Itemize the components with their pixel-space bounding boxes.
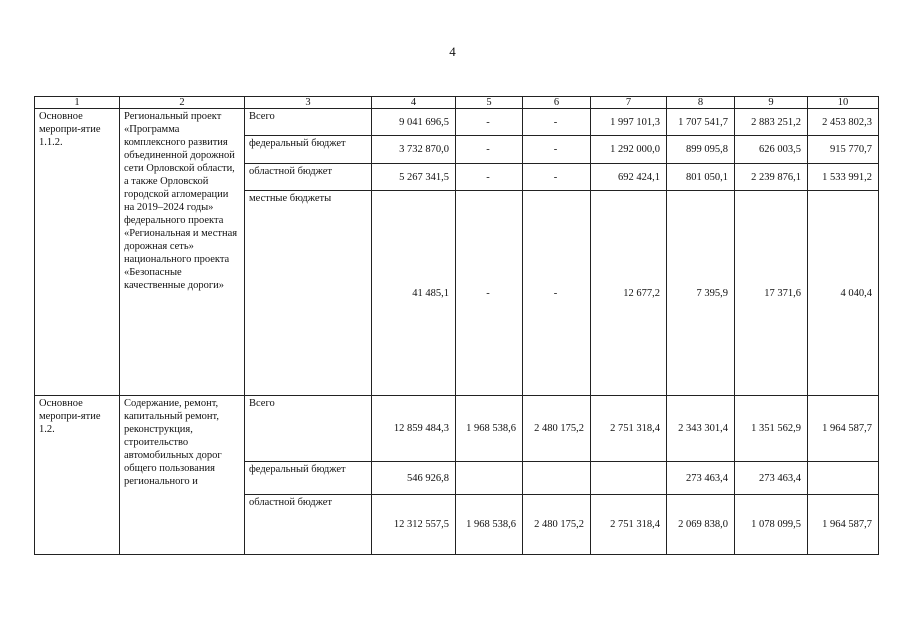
- column-header: 9: [735, 97, 808, 109]
- value-cell: 3 732 870,0: [372, 136, 456, 164]
- value-cell: 1 964 587,7: [808, 495, 879, 555]
- measure-name-cell: Содержание, ремонт, капитальный ремонт, реконструкция, строительство автомобильных дорог общего пользования регионального и: [120, 396, 245, 555]
- column-header: 3: [245, 97, 372, 109]
- source-cell: областной бюджет: [245, 164, 372, 191]
- value-cell: -: [456, 164, 523, 191]
- value-cell: 1 292 000,0: [591, 136, 667, 164]
- measure-cell: Основное меропри-ятие 1.1.2.: [35, 109, 120, 396]
- value-cell: 2 453 802,3: [808, 109, 879, 136]
- value-cell: 801 050,1: [667, 164, 735, 191]
- column-header: 8: [667, 97, 735, 109]
- table-row: [35, 109, 879, 136]
- page-number: 4: [449, 44, 456, 59]
- column-header: 6: [523, 97, 591, 109]
- source-cell: федеральный бюджет: [245, 462, 372, 495]
- value-cell: 12 312 557,5: [372, 495, 456, 555]
- value-cell: 1 964 587,7: [808, 396, 879, 462]
- source-cell: областной бюджет: [245, 495, 372, 555]
- value-cell: [808, 462, 879, 495]
- value-cell: 2 751 318,4: [591, 396, 667, 462]
- value-cell: [456, 462, 523, 495]
- value-cell: 1 968 538,6: [456, 495, 523, 555]
- value-cell: 915 770,7: [808, 136, 879, 164]
- table-row: [35, 396, 879, 462]
- value-cell: -: [523, 136, 591, 164]
- value-cell: 2 480 175,2: [523, 495, 591, 555]
- source-cell: местные бюджеты: [245, 191, 372, 396]
- measure-cell: Основное меропри-ятие 1.2.: [35, 396, 120, 555]
- source-cell: Всего: [245, 109, 372, 136]
- value-cell: 1 997 101,3: [591, 109, 667, 136]
- value-cell: 17 371,6: [735, 191, 808, 396]
- column-header: 10: [808, 97, 879, 109]
- value-cell: [523, 462, 591, 495]
- column-header: 7: [591, 97, 667, 109]
- value-cell: 1 707 541,7: [667, 109, 735, 136]
- value-cell: 12 859 484,3: [372, 396, 456, 462]
- value-cell: 899 095,8: [667, 136, 735, 164]
- header-row: [35, 97, 879, 109]
- value-cell: 546 926,8: [372, 462, 456, 495]
- value-cell: 2 883 251,2: [735, 109, 808, 136]
- value-cell: 273 463,4: [667, 462, 735, 495]
- value-cell: 2 751 318,4: [591, 495, 667, 555]
- value-cell: -: [523, 191, 591, 396]
- value-cell: -: [456, 109, 523, 136]
- column-header: 4: [372, 97, 456, 109]
- value-cell: 273 463,4: [735, 462, 808, 495]
- value-cell: 692 424,1: [591, 164, 667, 191]
- value-cell: 1 533 991,2: [808, 164, 879, 191]
- value-cell: 2 343 301,4: [667, 396, 735, 462]
- budget-table: [34, 96, 879, 555]
- column-header: 1: [35, 97, 120, 109]
- source-cell: Всего: [245, 396, 372, 462]
- value-cell: 12 677,2: [591, 191, 667, 396]
- column-header: 5: [456, 97, 523, 109]
- value-cell: -: [456, 136, 523, 164]
- value-cell: -: [456, 191, 523, 396]
- value-cell: 1 078 099,5: [735, 495, 808, 555]
- value-cell: 41 485,1: [372, 191, 456, 396]
- value-cell: -: [523, 109, 591, 136]
- column-header: 2: [120, 97, 245, 109]
- value-cell: 7 395,9: [667, 191, 735, 396]
- value-cell: -: [523, 164, 591, 191]
- source-cell: федеральный бюджет: [245, 136, 372, 164]
- measure-name-cell: Региональный проект «Программа комплексного развития объединенной дорожной сети Орловской области, а также Орловской городской агломерации на 2019–2024 годы» федерального проекта «Региональная и местная дорожная сеть» национального проекта «Безопасные качественные дороги»: [120, 109, 245, 396]
- value-cell: 2 069 838,0: [667, 495, 735, 555]
- value-cell: 2 480 175,2: [523, 396, 591, 462]
- value-cell: 9 041 696,5: [372, 109, 456, 136]
- value-cell: 4 040,4: [808, 191, 879, 396]
- value-cell: 5 267 341,5: [372, 164, 456, 191]
- value-cell: 2 239 876,1: [735, 164, 808, 191]
- value-cell: 626 003,5: [735, 136, 808, 164]
- value-cell: 1 968 538,6: [456, 396, 523, 462]
- value-cell: [591, 462, 667, 495]
- value-cell: 1 351 562,9: [735, 396, 808, 462]
